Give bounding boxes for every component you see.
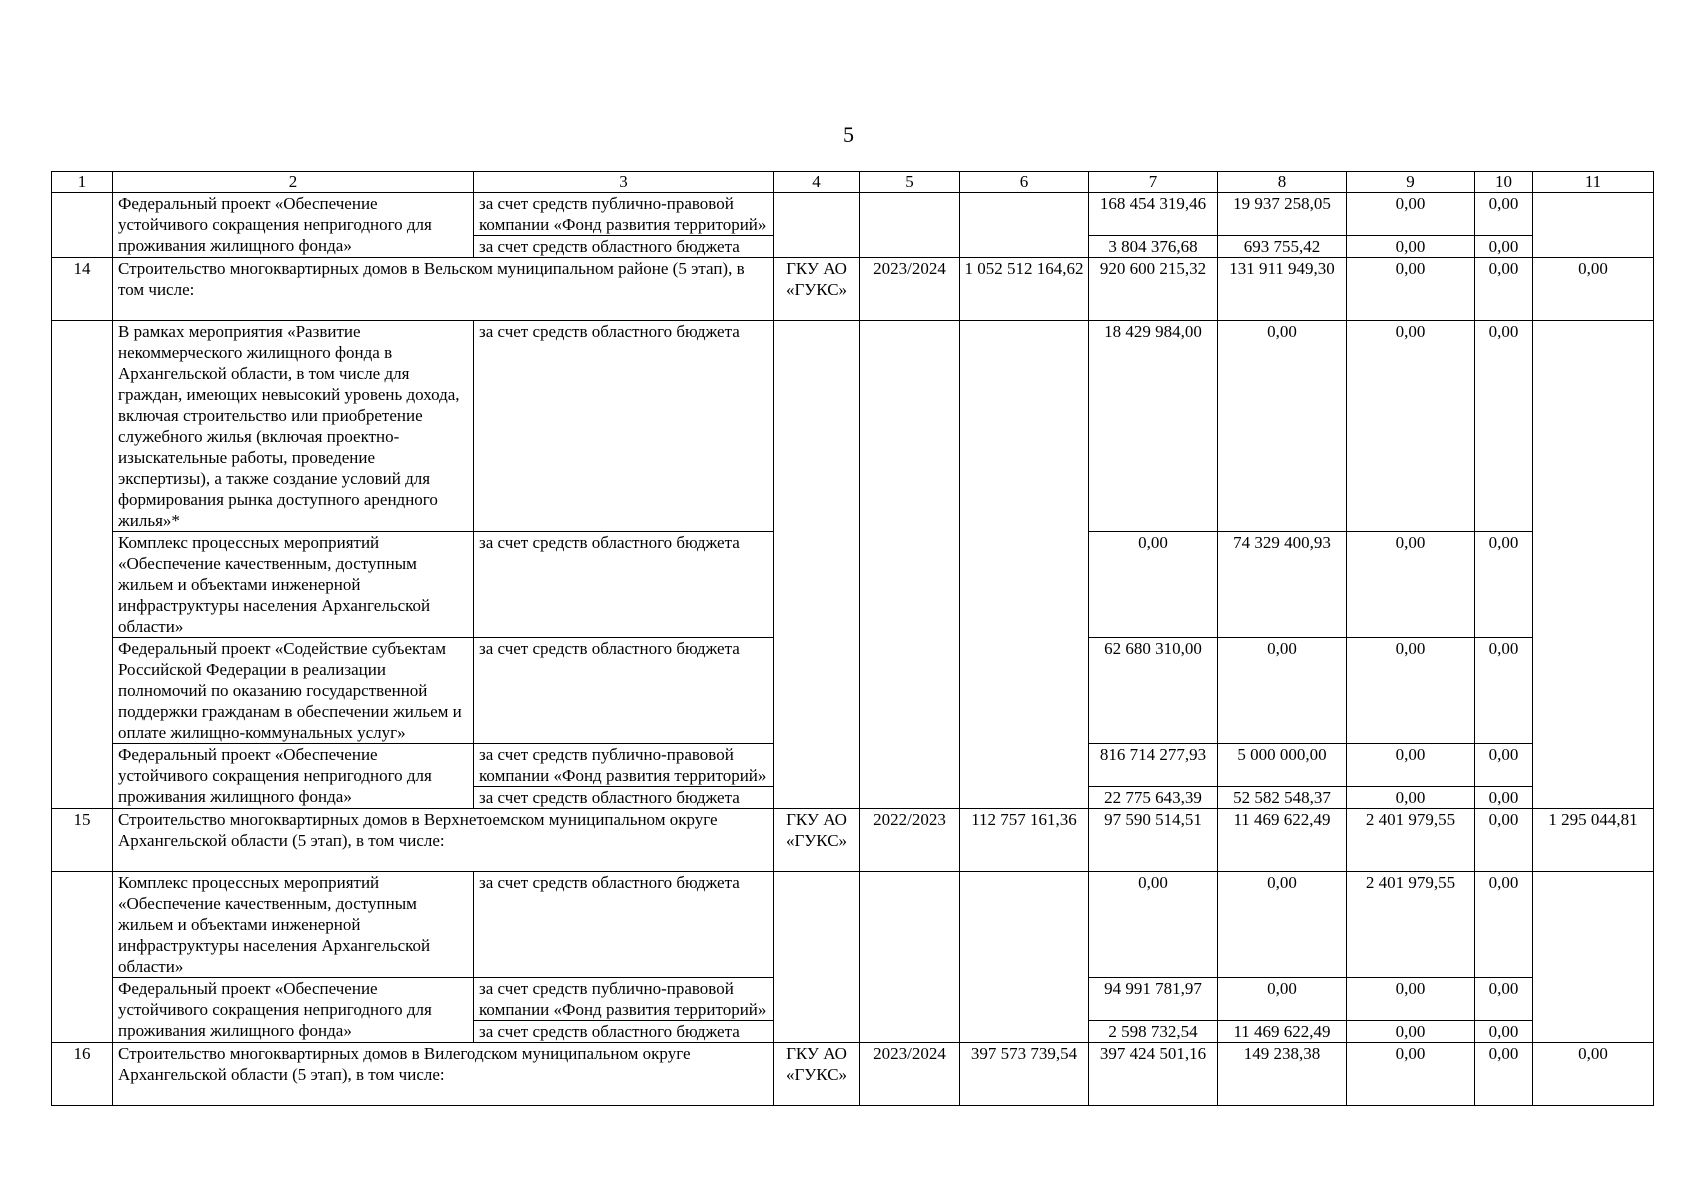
table-cell: 0,00 bbox=[1475, 321, 1533, 532]
project-name: Федеральный проект «Обеспечение устойчивого сокращения непригодного для проживания жилищного фонда» bbox=[113, 744, 474, 809]
column-header: 11 bbox=[1533, 172, 1654, 193]
table-cell: 0,00 bbox=[1218, 638, 1347, 744]
row-number: 15 bbox=[52, 809, 113, 872]
table-cell: 0,00 bbox=[1475, 258, 1533, 321]
table-cell: 62 680 310,00 bbox=[1089, 638, 1218, 744]
project-name: Строительство многоквартирных домов в Вилегодском муниципальном округе Архангельской области (5 этап), в том числе: bbox=[113, 1043, 774, 1106]
page-number: 5 bbox=[843, 122, 854, 147]
table-cell: 149 238,38 bbox=[1218, 1043, 1347, 1106]
table-cell: 0,00 bbox=[1218, 978, 1347, 1021]
row-number bbox=[52, 193, 113, 258]
funding-source: за счет средств областного бюджета bbox=[474, 638, 774, 744]
table-row bbox=[52, 809, 1654, 872]
table-cell: 0,00 bbox=[1347, 1021, 1475, 1043]
table-cell: 0,00 bbox=[1475, 872, 1533, 978]
project-name: Федеральный проект «Обеспечение устойчивого сокращения непригодного для проживания жилищного фонда» bbox=[113, 978, 474, 1043]
table-cell: 0,00 bbox=[1347, 744, 1475, 787]
column-header: 10 bbox=[1475, 172, 1533, 193]
table-cell: 97 590 514,51 bbox=[1089, 809, 1218, 872]
table-cell: 397 424 501,16 bbox=[1089, 1043, 1218, 1106]
table-cell: 0,00 bbox=[1218, 872, 1347, 978]
table-cell: 0,00 bbox=[1347, 787, 1475, 809]
column-header: 1 bbox=[52, 172, 113, 193]
table-cell: 22 775 643,39 bbox=[1089, 787, 1218, 809]
funding-source: за счет средств областного бюджета bbox=[474, 321, 774, 532]
funding-source: за счет средств публично-правовой компании «Фонд развития территорий» bbox=[474, 744, 774, 787]
table-row bbox=[52, 1043, 1654, 1106]
table-cell: 11 469 622,49 bbox=[1218, 809, 1347, 872]
table-cell: 18 429 984,00 bbox=[1089, 321, 1218, 532]
table-row bbox=[52, 258, 1654, 321]
project-name: Строительство многоквартирных домов в Вельском муниципальном районе (5 этап), в том числе: bbox=[113, 258, 774, 321]
column-header: 6 bbox=[960, 172, 1089, 193]
period: 2023/2024 bbox=[860, 258, 960, 321]
column-header: 8 bbox=[1218, 172, 1347, 193]
project-name: Комплекс процессных мероприятий «Обеспечение качественным, доступным жильем и объектами инженерной инфраструктуры населения Архангельской области» bbox=[113, 872, 474, 978]
table-row bbox=[52, 321, 1654, 532]
table-cell: 5 000 000,00 bbox=[1218, 744, 1347, 787]
column-header: 9 bbox=[1347, 172, 1475, 193]
table-cell: 2 401 979,55 bbox=[1347, 872, 1475, 978]
funding-source: за счет средств областного бюджета bbox=[474, 1021, 774, 1043]
funding-source: за счет средств областного бюджета bbox=[474, 787, 774, 809]
row-number: 16 bbox=[52, 1043, 113, 1106]
table-cell: 0,00 bbox=[1475, 978, 1533, 1021]
table-cell: 0,00 bbox=[1533, 1043, 1654, 1106]
table-cell: 0,00 bbox=[1475, 744, 1533, 787]
column-header: 2 bbox=[113, 172, 474, 193]
table-cell: 0,00 bbox=[1347, 978, 1475, 1021]
table-cell: 0,00 bbox=[1475, 1021, 1533, 1043]
table-cell: 0,00 bbox=[1347, 1043, 1475, 1106]
project-name: Строительство многоквартирных домов в Верхнетоемском муниципальном округе Архангельской области (5 этап), в том числе: bbox=[113, 809, 774, 872]
table-row bbox=[52, 193, 1654, 236]
table-cell: 168 454 319,46 bbox=[1089, 193, 1218, 236]
column-number-row bbox=[52, 172, 1654, 193]
period: 2023/2024 bbox=[860, 1043, 960, 1106]
funding-source: за счет средств областного бюджета bbox=[474, 236, 774, 258]
table-cell: 2 401 979,55 bbox=[1347, 809, 1475, 872]
table-cell: 3 804 376,68 bbox=[1089, 236, 1218, 258]
table-cell: 0,00 bbox=[1475, 787, 1533, 809]
table-cell: 1 052 512 164,62 bbox=[960, 258, 1089, 321]
project-name: Федеральный проект «Содействие субъектам Российской Федерации в реализации полномочий по оказанию государственной поддержки гражданам в обеспечении жильем и оплате жилищно-коммунальных услуг» bbox=[113, 638, 474, 744]
table-cell: 52 582 548,37 bbox=[1218, 787, 1347, 809]
table-cell: 0,00 bbox=[1089, 872, 1218, 978]
table-cell: 2 598 732,54 bbox=[1089, 1021, 1218, 1043]
table-cell: 0,00 bbox=[1475, 809, 1533, 872]
table-cell: 0,00 bbox=[1347, 321, 1475, 532]
column-header: 5 bbox=[860, 172, 960, 193]
table-cell: 11 469 622,49 bbox=[1218, 1021, 1347, 1043]
table-cell: 0,00 bbox=[1475, 193, 1533, 236]
executor: ГКУ АО «ГУКС» bbox=[774, 809, 860, 872]
table-cell: 0,00 bbox=[1475, 1043, 1533, 1106]
table-cell: 0,00 bbox=[1533, 258, 1654, 321]
table-cell: 19 937 258,05 bbox=[1218, 193, 1347, 236]
table-cell: 74 329 400,93 bbox=[1218, 532, 1347, 638]
column-header: 3 bbox=[474, 172, 774, 193]
row-number: 14 bbox=[52, 258, 113, 321]
table-cell: 0,00 bbox=[1218, 321, 1347, 532]
funding-source: за счет средств областного бюджета bbox=[474, 532, 774, 638]
table-cell: 0,00 bbox=[1347, 638, 1475, 744]
table-cell: 0,00 bbox=[1089, 532, 1218, 638]
project-name: Комплекс процессных мероприятий «Обеспечение качественным, доступным жильем и объектами инженерной инфраструктуры населения Архангельской области» bbox=[113, 532, 474, 638]
project-name: Федеральный проект «Обеспечение устойчивого сокращения непригодного для проживания жилищного фонда» bbox=[113, 193, 474, 258]
table-cell: 1 295 044,81 bbox=[1533, 809, 1654, 872]
period: 2022/2023 bbox=[860, 809, 960, 872]
executor: ГКУ АО «ГУКС» bbox=[774, 258, 860, 321]
table-cell: 0,00 bbox=[1347, 193, 1475, 236]
table-cell: 0,00 bbox=[1475, 532, 1533, 638]
funding-source: за счет средств публично-правовой компании «Фонд развития территорий» bbox=[474, 193, 774, 236]
funding-source: за счет средств публично-правовой компании «Фонд развития территорий» bbox=[474, 978, 774, 1021]
table-row bbox=[52, 872, 1654, 978]
table-cell: 0,00 bbox=[1475, 638, 1533, 744]
table-cell: 0,00 bbox=[1347, 236, 1475, 258]
project-name: В рамках мероприятия «Развитие некоммерческого жилищного фонда в Архангельской области, в том числе для граждан, имеющих невысокий уровень дохода, включая строительство или приобретение служебного жилья (включая проектно-изыскательные работы, проведение экспертизы), а также создание условий для формирования рынка доступного арендного жилья»* bbox=[113, 321, 474, 532]
table-cell: 693 755,42 bbox=[1218, 236, 1347, 258]
funding-source: за счет средств областного бюджета bbox=[474, 872, 774, 978]
executor: ГКУ АО «ГУКС» bbox=[774, 1043, 860, 1106]
table-cell: 816 714 277,93 bbox=[1089, 744, 1218, 787]
table-cell: 0,00 bbox=[1347, 532, 1475, 638]
table-cell: 112 757 161,36 bbox=[960, 809, 1089, 872]
budget-table bbox=[51, 171, 1654, 1106]
table-cell: 94 991 781,97 bbox=[1089, 978, 1218, 1021]
table-cell: 0,00 bbox=[1475, 236, 1533, 258]
table-cell: 0,00 bbox=[1347, 258, 1475, 321]
table-cell: 920 600 215,32 bbox=[1089, 258, 1218, 321]
column-header: 4 bbox=[774, 172, 860, 193]
table-cell: 131 911 949,30 bbox=[1218, 258, 1347, 321]
column-header: 7 bbox=[1089, 172, 1218, 193]
table-cell: 397 573 739,54 bbox=[960, 1043, 1089, 1106]
